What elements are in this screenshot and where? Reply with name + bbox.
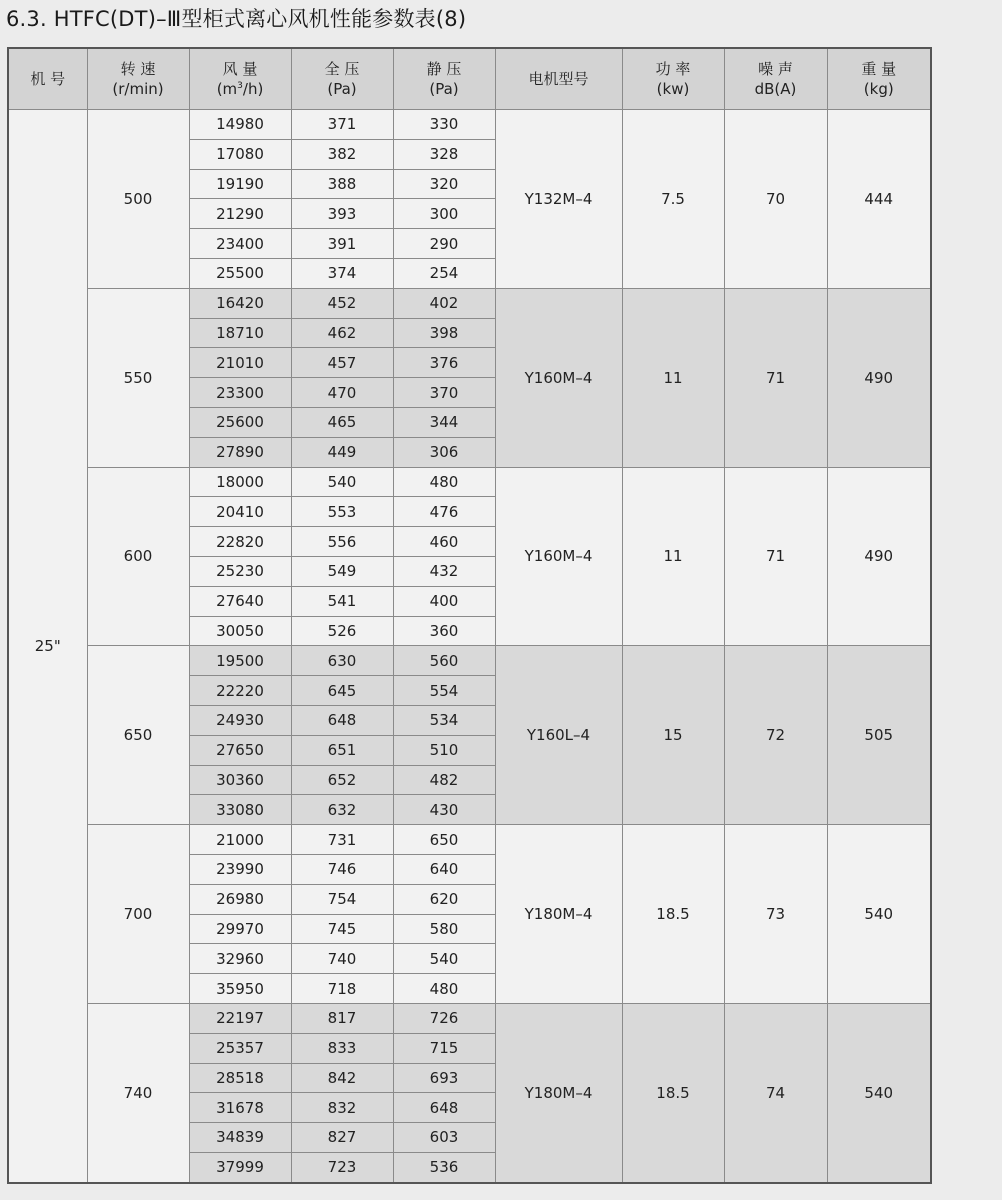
power-cell: 11 bbox=[622, 288, 724, 467]
total-pressure-cell: 470 bbox=[291, 378, 393, 408]
static-pressure-cell: 430 bbox=[393, 795, 495, 825]
header-speed: 转 速 (r/min) bbox=[87, 48, 189, 110]
total-pressure-cell: 630 bbox=[291, 646, 393, 676]
power-cell: 7.5 bbox=[622, 110, 724, 289]
total-pressure-cell: 645 bbox=[291, 676, 393, 706]
header-motor: 电机型号 bbox=[495, 48, 622, 110]
total-pressure-cell: 457 bbox=[291, 348, 393, 378]
airflow-cell: 23990 bbox=[189, 854, 291, 884]
static-pressure-cell: 370 bbox=[393, 378, 495, 408]
total-pressure-cell: 449 bbox=[291, 437, 393, 467]
airflow-cell: 27650 bbox=[189, 735, 291, 765]
static-pressure-cell: 376 bbox=[393, 348, 495, 378]
static-pressure-cell: 254 bbox=[393, 258, 495, 288]
static-pressure-cell: 510 bbox=[393, 735, 495, 765]
noise-cell: 71 bbox=[724, 288, 827, 467]
motor-cell: Y180M–4 bbox=[495, 1003, 622, 1182]
total-pressure-cell: 832 bbox=[291, 1093, 393, 1123]
header-power: 功 率 (kw) bbox=[622, 48, 724, 110]
airflow-cell: 27640 bbox=[189, 586, 291, 616]
header-model: 机 号 bbox=[8, 48, 87, 110]
speed-cell: 600 bbox=[87, 467, 189, 646]
static-pressure-cell: 648 bbox=[393, 1093, 495, 1123]
total-pressure-cell: 374 bbox=[291, 258, 393, 288]
airflow-cell: 28518 bbox=[189, 1063, 291, 1093]
total-pressure-cell: 388 bbox=[291, 169, 393, 199]
noise-cell: 70 bbox=[724, 110, 827, 289]
total-pressure-cell: 465 bbox=[291, 407, 393, 437]
power-cell: 18.5 bbox=[622, 825, 724, 1004]
weight-cell: 540 bbox=[827, 825, 931, 1004]
static-pressure-cell: 580 bbox=[393, 914, 495, 944]
table-row bbox=[8, 467, 931, 497]
speed-cell: 700 bbox=[87, 825, 189, 1004]
airflow-cell: 25230 bbox=[189, 556, 291, 586]
static-pressure-cell: 650 bbox=[393, 825, 495, 855]
airflow-cell: 25500 bbox=[189, 258, 291, 288]
total-pressure-cell: 526 bbox=[291, 616, 393, 646]
total-pressure-cell: 382 bbox=[291, 139, 393, 169]
total-pressure-cell: 393 bbox=[291, 199, 393, 229]
static-pressure-cell: 480 bbox=[393, 467, 495, 497]
static-pressure-cell: 693 bbox=[393, 1063, 495, 1093]
table-header-row bbox=[8, 48, 931, 110]
total-pressure-cell: 556 bbox=[291, 527, 393, 557]
static-pressure-cell: 476 bbox=[393, 497, 495, 527]
static-pressure-cell: 306 bbox=[393, 437, 495, 467]
table-row bbox=[8, 288, 931, 318]
total-pressure-cell: 817 bbox=[291, 1003, 393, 1033]
static-pressure-cell: 640 bbox=[393, 854, 495, 884]
airflow-cell: 19500 bbox=[189, 646, 291, 676]
noise-cell: 73 bbox=[724, 825, 827, 1004]
static-pressure-cell: 536 bbox=[393, 1152, 495, 1182]
motor-cell: Y132M–4 bbox=[495, 110, 622, 289]
static-pressure-cell: 330 bbox=[393, 110, 495, 140]
header-weight: 重 量 (kg) bbox=[827, 48, 931, 110]
total-pressure-cell: 648 bbox=[291, 705, 393, 735]
total-pressure-cell: 723 bbox=[291, 1152, 393, 1182]
static-pressure-cell: 560 bbox=[393, 646, 495, 676]
total-pressure-cell: 391 bbox=[291, 229, 393, 259]
static-pressure-cell: 715 bbox=[393, 1033, 495, 1063]
airflow-cell: 24930 bbox=[189, 705, 291, 735]
noise-cell: 74 bbox=[724, 1003, 827, 1182]
airflow-cell: 22820 bbox=[189, 527, 291, 557]
airflow-cell: 30050 bbox=[189, 616, 291, 646]
static-pressure-cell: 620 bbox=[393, 884, 495, 914]
total-pressure-cell: 718 bbox=[291, 974, 393, 1004]
power-cell: 11 bbox=[622, 467, 724, 646]
static-pressure-cell: 540 bbox=[393, 944, 495, 974]
airflow-cell: 25600 bbox=[189, 407, 291, 437]
total-pressure-cell: 740 bbox=[291, 944, 393, 974]
static-pressure-cell: 603 bbox=[393, 1123, 495, 1153]
total-pressure-cell: 746 bbox=[291, 854, 393, 884]
static-pressure-cell: 402 bbox=[393, 288, 495, 318]
table-row bbox=[8, 110, 931, 140]
static-pressure-cell: 480 bbox=[393, 974, 495, 1004]
static-pressure-cell: 344 bbox=[393, 407, 495, 437]
header-airflow: 风 量 $(m^3/h)$ bbox=[189, 48, 291, 110]
airflow-cell: 33080 bbox=[189, 795, 291, 825]
static-pressure-cell: 554 bbox=[393, 676, 495, 706]
total-pressure-cell: 553 bbox=[291, 497, 393, 527]
motor-cell: Y180M–4 bbox=[495, 825, 622, 1004]
airflow-cell: 26980 bbox=[189, 884, 291, 914]
airflow-cell: 31678 bbox=[189, 1093, 291, 1123]
table-body bbox=[8, 110, 931, 1183]
speed-cell: 500 bbox=[87, 110, 189, 289]
static-pressure-cell: 726 bbox=[393, 1003, 495, 1033]
total-pressure-cell: 462 bbox=[291, 318, 393, 348]
airflow-cell: 37999 bbox=[189, 1152, 291, 1182]
model-cell: 25" bbox=[8, 110, 87, 1183]
static-pressure-cell: 460 bbox=[393, 527, 495, 557]
power-cell: 15 bbox=[622, 646, 724, 825]
noise-cell: 72 bbox=[724, 646, 827, 825]
power-cell: 18.5 bbox=[622, 1003, 724, 1182]
motor-cell: Y160M–4 bbox=[495, 288, 622, 467]
airflow-cell: 18710 bbox=[189, 318, 291, 348]
airflow-cell: 18000 bbox=[189, 467, 291, 497]
airflow-cell: 17080 bbox=[189, 139, 291, 169]
total-pressure-cell: 842 bbox=[291, 1063, 393, 1093]
total-pressure-cell: 827 bbox=[291, 1123, 393, 1153]
table-row bbox=[8, 646, 931, 676]
total-pressure-cell: 632 bbox=[291, 795, 393, 825]
header-noise: 噪 声 dB(A) bbox=[724, 48, 827, 110]
static-pressure-cell: 432 bbox=[393, 556, 495, 586]
airflow-cell: 14980 bbox=[189, 110, 291, 140]
weight-cell: 490 bbox=[827, 288, 931, 467]
total-pressure-cell: 731 bbox=[291, 825, 393, 855]
airflow-cell: 20410 bbox=[189, 497, 291, 527]
airflow-cell: 22197 bbox=[189, 1003, 291, 1033]
total-pressure-cell: 754 bbox=[291, 884, 393, 914]
airflow-cell: 25357 bbox=[189, 1033, 291, 1063]
table-row bbox=[8, 825, 931, 855]
total-pressure-cell: 833 bbox=[291, 1033, 393, 1063]
performance-table bbox=[7, 47, 932, 1184]
total-pressure-cell: 540 bbox=[291, 467, 393, 497]
airflow-cell: 21290 bbox=[189, 199, 291, 229]
airflow-cell: 23400 bbox=[189, 229, 291, 259]
airflow-cell: 19190 bbox=[189, 169, 291, 199]
header-total-pressure: 全 压 (Pa) bbox=[291, 48, 393, 110]
airflow-cell: 29970 bbox=[189, 914, 291, 944]
airflow-cell: 34839 bbox=[189, 1123, 291, 1153]
static-pressure-cell: 300 bbox=[393, 199, 495, 229]
total-pressure-cell: 652 bbox=[291, 765, 393, 795]
speed-cell: 740 bbox=[87, 1003, 189, 1182]
total-pressure-cell: 452 bbox=[291, 288, 393, 318]
weight-cell: 540 bbox=[827, 1003, 931, 1182]
airflow-cell: 32960 bbox=[189, 944, 291, 974]
motor-cell: Y160L–4 bbox=[495, 646, 622, 825]
weight-cell: 444 bbox=[827, 110, 931, 289]
weight-cell: 505 bbox=[827, 646, 931, 825]
header-static-pressure: 静 压 (Pa) bbox=[393, 48, 495, 110]
airflow-cell: 21000 bbox=[189, 825, 291, 855]
airflow-cell: 22220 bbox=[189, 676, 291, 706]
noise-cell: 71 bbox=[724, 467, 827, 646]
static-pressure-cell: 360 bbox=[393, 616, 495, 646]
speed-cell: 550 bbox=[87, 288, 189, 467]
static-pressure-cell: 328 bbox=[393, 139, 495, 169]
motor-cell: Y160M–4 bbox=[495, 467, 622, 646]
static-pressure-cell: 290 bbox=[393, 229, 495, 259]
airflow-cell: 27890 bbox=[189, 437, 291, 467]
airflow-cell: 30360 bbox=[189, 765, 291, 795]
static-pressure-cell: 400 bbox=[393, 586, 495, 616]
total-pressure-cell: 549 bbox=[291, 556, 393, 586]
total-pressure-cell: 651 bbox=[291, 735, 393, 765]
page-title: 6.3. HTFC(DT)–Ⅲ型柜式离心风机性能参数表(8) bbox=[6, 7, 467, 31]
airflow-cell: 35950 bbox=[189, 974, 291, 1004]
total-pressure-cell: 371 bbox=[291, 110, 393, 140]
static-pressure-cell: 320 bbox=[393, 169, 495, 199]
airflow-cell: 16420 bbox=[189, 288, 291, 318]
airflow-cell: 21010 bbox=[189, 348, 291, 378]
static-pressure-cell: 482 bbox=[393, 765, 495, 795]
static-pressure-cell: 398 bbox=[393, 318, 495, 348]
speed-cell: 650 bbox=[87, 646, 189, 825]
weight-cell: 490 bbox=[827, 467, 931, 646]
total-pressure-cell: 745 bbox=[291, 914, 393, 944]
airflow-cell: 23300 bbox=[189, 378, 291, 408]
total-pressure-cell: 541 bbox=[291, 586, 393, 616]
static-pressure-cell: 534 bbox=[393, 705, 495, 735]
table-row bbox=[8, 1003, 931, 1033]
